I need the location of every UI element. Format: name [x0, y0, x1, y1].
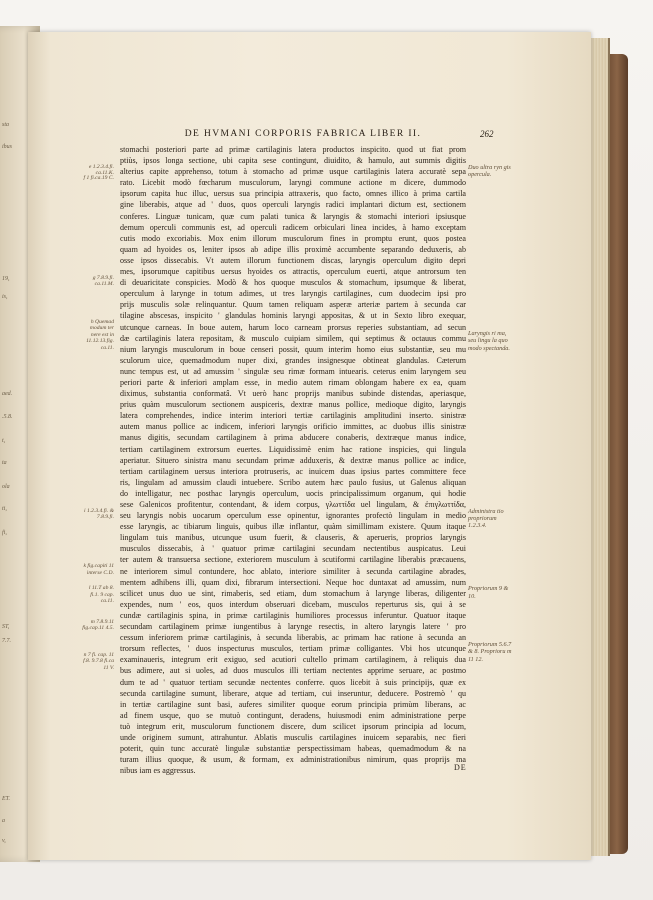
catchword: DE	[454, 763, 467, 772]
text-line: tertiam cartilaginem uersus interiora protruseris, ac inuicem duas ipsius partes committere fece	[120, 466, 466, 476]
text-line: osse ipsos dissecabis. Vt autem illorum functionem discas, laryngis operculum digito depri	[120, 255, 466, 265]
left-margin-note: f 1 fi.ca.19 C.	[83, 174, 114, 181]
text-line: ne interiorem simul contundere, hoc ablato, interiore similiter à secunda cartilagine abrades,	[120, 566, 466, 576]
right-margin-note: Duo ultra ryn gis opercula.	[468, 163, 511, 178]
text-line: turam illius quoque, & usum, & formam, ex administrationibus nimirum, quas proprijs ma	[120, 755, 466, 765]
running-title: DE HVMANI CORPORIS FABRICA LIBER II.	[184, 129, 422, 139]
text-line: musculos dissecabis, à ' quatuor primæ cartilagini secundam nectentibus auspicatus. Leui	[120, 544, 466, 554]
text-line: conferes. Linguæ tunicam, quæ cum palati tunica & laryngis & stomachi interiori ipsiusque	[120, 211, 466, 221]
left-page-fragment: fi,	[2, 530, 7, 536]
text-line: trorsum reflectes, ' duos inspecturus musculos, tertiam primæ colligantes. Vbi hos utcunque	[120, 644, 466, 654]
text-line: cutis modo excoriabis. Mox enim illorum musculorum fines in promptu erunt, quos postea	[120, 233, 466, 243]
text-line: do intelligatur, nec posthac laryngis operculum, uocis principalissimum organum, qui hodie	[120, 488, 466, 498]
text-line: dum te ad ' quatuor tertiam secundæ nectentes conferre. quos licebit à suis principijs, quæ ex	[120, 677, 466, 687]
text-line: tilagine abscesas, inspicito ' glandulas hominis laryngi appositas, & ut in Sexto libro exequar,	[120, 311, 466, 321]
text-line: expendes, num ' eos, quos interdum obseruari dicebam, musculos reperturus sis, qui à se	[120, 599, 466, 609]
text-line: mentem adhibens illi, quam dixi, fibrarum intersectioni. Neque hoc duntaxat ad amussim, num	[120, 577, 466, 587]
text-line: cundæ cartilaginis spina, in primæ cartilaginis humiliores processus inferuntur. Quatuor itaque	[120, 610, 466, 620]
text-line: ptiùs, ipsos longa sectione, ubi capita sese contingunt, diuidito, & hamulo, aut summis digitis	[120, 156, 466, 166]
left-page-fragment: ibus	[2, 144, 13, 150]
left-page-fragment: a	[2, 818, 5, 824]
left-margin-note: m 7.8.9.11 fig.cap.11 4.5.	[82, 618, 114, 631]
left-margin-note: k fig.capiti 11 interse C.D.	[83, 563, 114, 576]
left-margin-note: l 11.T ab 8. fi.1. 9 cap. ca.11.	[88, 585, 114, 605]
text-line: mes, ipsorumque capitibus uersus hyoides os attractis, operculum euerti, atque antrorsum ten	[120, 267, 466, 277]
text-line: unde originem sumunt, attrahuntur. Ablatis musculis cartilagines inuicem separabis, nec fieri	[120, 732, 466, 742]
text-line: gine liberabis, atque ad ' duos, quos operculi laryngis radici implantari dictum est, sectionem	[120, 200, 466, 210]
text-line: latera comprehendes, indice interim interiori tertiæ cartilaginis amplitudini inserto. sinistræ	[120, 411, 466, 421]
left-page-fragment: is,	[2, 294, 8, 300]
left-page-fragment: 19,	[2, 276, 10, 282]
page-stack-edges	[588, 38, 610, 856]
text-line: manus digitis, secundam cartilaginem à prima abducere conaberis, dextræque manus indice,	[120, 433, 466, 443]
left-page-fragment: ola	[2, 484, 10, 490]
left-page-fragment: t,	[2, 438, 6, 444]
text-line: demum operculi communis est, ad operculi radicem orbiculari linea incides, à hamo exceptam	[120, 222, 466, 232]
left-page-fragment: v,	[2, 838, 6, 844]
left-page-fragment: ET.	[2, 796, 11, 802]
left-page-fragment: ti,	[2, 506, 7, 512]
text-line: diximus, substantia conformatâ. Vt uerò hanc proprijs manibus subinde distendas, aperiasque,	[120, 389, 466, 399]
text-line: seu laryngis nobis uocarum operculum esse opinentur, ignorantes profectò lingulam in medio	[120, 511, 466, 521]
text-line: lingulam tuis manibus, utcunque usum fuerit, & clauseris, & aperueris, proprios laryngis	[120, 533, 466, 543]
text-line: rato. Licebit modò fœcharum musculorum, laryngi commune actione m dicere, dummodo	[120, 178, 466, 188]
text-line: prius quàm musculorum sectionem auspiceris, dextræ manus pollice, medioque digito, laryngis	[120, 400, 466, 410]
text-line: esse laryngis, ac tibiarum linguis, quibus illæ inflantur, quàm simillimam existere. Quum itaque	[120, 522, 466, 532]
text-line: alterius capite apprehenso, totum à stomacho ad primæ usque cartilaginis latera accuratè sepa	[120, 167, 466, 177]
text-line: aperiatur. Situero sinistra manu secundam primæ adduxeris, & dextræ manus pollice ac indice,	[120, 455, 466, 465]
left-margin-note: h Quemad modum ter nere est in 11.12.13.fig. ca.11.	[86, 318, 114, 351]
left-page-fragment: ST,	[2, 624, 10, 630]
book-page	[28, 32, 591, 860]
text-line: sculorum uice, quemadmodum nuper dixi, grandes insignesque obtineat glandulas. Cæterum	[120, 355, 466, 365]
text-line: ad finem usque, quo se mutuò contingunt, deradens, huiusmodi enim administratione perpe	[120, 710, 466, 720]
left-margin-note: n 7 fi. cap. 11 f.8. 9.7.8 fi.ca 11 V.	[83, 651, 114, 671]
text-line: ipsorum capita huc illuc, uersus sua principia attraxeris, quo facto, omnes illico à prima cartila	[120, 189, 466, 199]
left-margin-note: g 7.8.9.fi. ca.11.M.	[92, 274, 114, 287]
text-line: nibus iam es aggressus.	[120, 766, 196, 776]
text-line: nunc tempus est, ut ad amussim ' singulæ seu rimæ formam intuearis. ceterus enim laryngem seu	[120, 366, 466, 376]
text-line: secundam cartilaginem primæ iungentibus à larynge resectis, in altero laryngis latere ' pro	[120, 622, 466, 632]
left-page-fragment: aed.	[2, 391, 13, 397]
page-number: 262	[480, 129, 494, 139]
text-line: secunda cartilagine sumunt, liberare, atque ad tertiam, cui inseruntur, deducere. Postremò ' qu	[120, 688, 466, 698]
text-line: nium laryngis musculorum in boue censeri possit, quum interim homo eius substantiæ, seu mu	[120, 344, 466, 354]
text-line: scilicet unus duo ue sint, rimaberis, sed etiam, dum stomachum à larynge liberas, diligenter	[120, 588, 466, 598]
left-margin-note: i 1.2.3.4.fi. & 7.8.9.fi.	[84, 507, 114, 520]
text-line: autem manus pollice ac indicem, inferiori laryngis orificio immittes, ac duobus illis sinistræ	[120, 422, 466, 432]
text-line: ter autem & transuersa sectione, exteriorem musculum à scutiformi cartilagine liberabis præcauens,	[120, 555, 466, 565]
text-line: in tertiæ cartilagine sunt basi, auferes similiter quoque eorum principia primùm liberans, ac	[120, 699, 466, 709]
right-margin-note: Propriorum 5.6.7 & 8. Proprioru m 11 12.	[468, 640, 512, 663]
text-line: quam ad hyoides os, leniter ipsos ab adipe illis proximè accumbente separando deduxeris, ab	[120, 244, 466, 254]
right-margin-note: Administra tio propriorum 1.2.3.4.	[468, 507, 504, 530]
text-line: tertiam cartilaginem extrorsum euertes. Liquidissimè enim hac ratione inspicies, qui lingula	[120, 444, 466, 454]
right-margin-note: Laryngis ri ma, seu lingu la quo modo spectanda.	[468, 330, 510, 352]
text-line: stomachi posteriori parte ad primæ cartilaginis latera productos inspicito. quod ut fiat prom	[120, 145, 466, 154]
left-page-fragment: 7.7.	[2, 638, 11, 644]
text-line: bus adimere, aut si uoles, ad duos musculos illi tertiam nectentes apprime seruare, ac postmo	[120, 666, 466, 676]
left-page-fragment: .5.8.	[2, 414, 13, 420]
left-margin-note: e 1.2.3.4.fi. ca.11.K.	[88, 163, 114, 176]
text-line: operculum à larynge in totum adimes, ut tres laryngis cartilagines, cum duodecim ipsi pro	[120, 289, 466, 299]
text-line: ris, lingulam ad amussim claudi intuebere. Scribo autem hæc paulo fusius, ut Galenus aliquan	[120, 477, 466, 487]
text-line: prijs musculis solæ relinquantur. Quum tamen reliquam asperæ arteriæ partem à secunda car	[120, 300, 466, 310]
left-page-fragment: sta	[2, 122, 10, 128]
right-margin-note: Propriorum 9 & 10.	[468, 585, 509, 600]
text-line: tuò integrum erit, musculorum functionem discere, dum scilicet ipsorum principia ad locum,	[120, 721, 466, 731]
text-line: cessum inferiorem primæ cartilaginis, à secunda liberabis, ac primam hac ratione à secunda an	[120, 633, 466, 643]
text-line: dæ cartilaginis latera repositam, & musculo cuipiam similem, qui septimus & octauus commu	[120, 333, 466, 343]
text-line: examinaueris, integrum erit exiguo, sed acutiori cultello primam cartilaginem, à reliquis dua	[120, 655, 466, 665]
text-line: di deuaricitate conspicies. Modò & hos quoque musculos & stomachum, ipsumque & liberat,	[120, 278, 466, 288]
main-text-block	[120, 144, 466, 776]
left-page-fragment: ta	[2, 460, 7, 466]
text-line: sese Galenicos profitentur, contendant, & idem corpus, γλωττίδα uel lingulam, & ἐπιγλωττίδα,	[120, 500, 466, 509]
text-line: periori parte & inferiori amplam esse, in medio autem rimam oblongam habere ex ea, quam	[120, 377, 466, 387]
text-line: poterit, quin tunc accuratè lingulæ substantiæ perspectissimam habeas, quemadmodum & na	[120, 744, 466, 754]
text-line: utcunque carneas. In boue autem, harum loco carneam prorsus reperies substantiam, ad secun	[120, 322, 466, 332]
